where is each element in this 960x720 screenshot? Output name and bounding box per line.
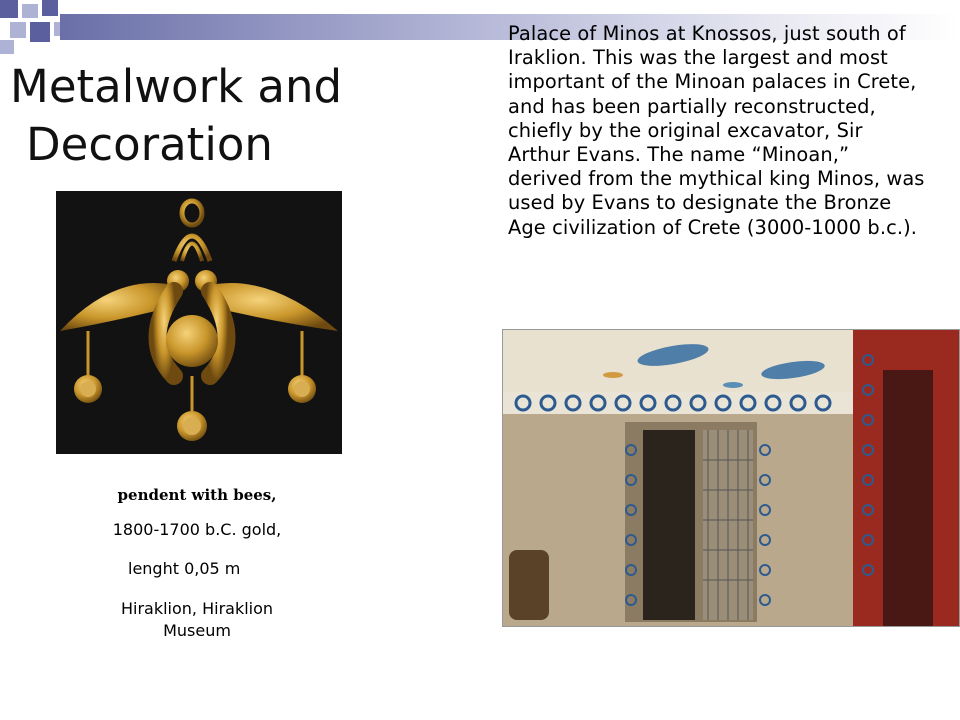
slide-title (10, 58, 350, 174)
corner-square (30, 22, 50, 42)
description-text: Palace of Minos at Knossos, just south of Iraklion. This was the largest and most important of the Minoan palaces in Crete, and has been partially reconstructed, chiefly by the original excavator, Sir Arthur Evans. The name “Minoan,” derived from the mythical king Minos, was used by Evans to designate the Bronze Age civilization of Crete (3000-1000 b.c.). (508, 22, 925, 239)
corner-square (22, 4, 38, 18)
corner-square (0, 0, 18, 18)
title-line-2: Decoration (26, 118, 273, 171)
corner-square (42, 0, 58, 16)
corner-square (10, 22, 26, 38)
knossos-room-illustration (503, 330, 959, 626)
bee-pendant-illustration (56, 191, 342, 454)
caption-line-4: Hiraklion, Hiraklion Museum (120, 599, 274, 640)
caption-line-3: lenght 0,05 m (128, 559, 241, 578)
title-line-1: Metalwork and (10, 60, 343, 113)
knossos-palace-image (502, 329, 960, 627)
caption-line-1: pendent with bees, (117, 486, 277, 504)
caption-line-2: 1800-1700 b.C. gold, (112, 520, 282, 539)
corner-square (0, 40, 14, 54)
bee-pendant-image (56, 191, 342, 454)
